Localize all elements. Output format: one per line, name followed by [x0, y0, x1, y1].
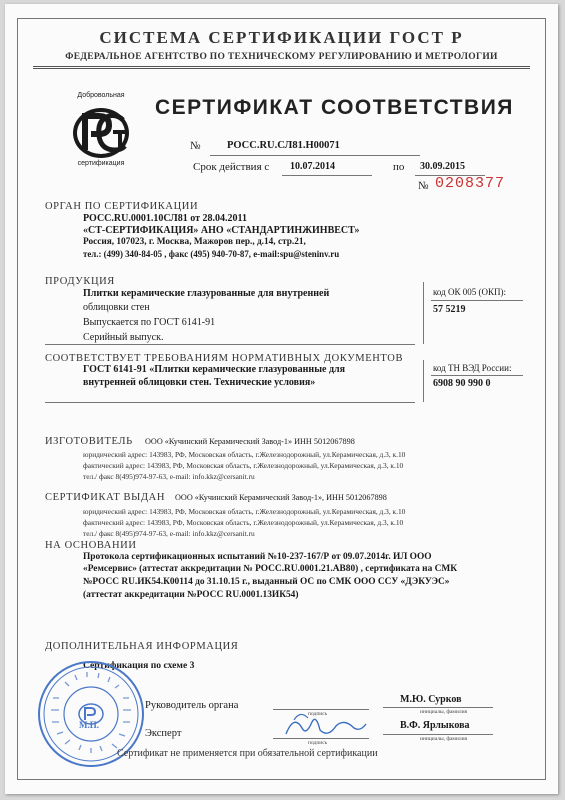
manufacturer-name: ООО «Кучинский Керамический Завод-1» ИНН 5012067898 — [145, 437, 355, 446]
header-rule — [33, 66, 530, 67]
section-heading-manufacturer: ИЗГОТОВИТЕЛЬ — [45, 436, 133, 447]
issued-name: ООО «Кучинский Керамический Завод-1», ИНН 5012067898 — [175, 493, 387, 502]
body-line-3: Россия, 107023, г. Москва, Мажоров пер., д.14, стр.21, — [83, 237, 306, 247]
tnved-value: 6908 90 990 0 — [433, 378, 491, 389]
head-name: М.Ю. Сурков — [400, 694, 462, 705]
additional-line-1: Сертификация по схеме 3 — [83, 660, 195, 671]
section-heading-body: ОРГАН ПО СЕРТИФИКАЦИИ — [45, 201, 199, 212]
product-line-4: Серийный выпуск. — [83, 332, 164, 343]
product-divider — [45, 344, 415, 345]
valid-to-label: по — [393, 161, 405, 173]
compliance-line-2: внутренней облицовки стен. Технические условия» — [83, 377, 316, 388]
logo-bottom-text: сертификация — [77, 160, 125, 167]
compliance-divider — [45, 402, 415, 403]
okp-value: 57 5219 — [433, 304, 466, 315]
section-heading-basis: НА ОСНОВАНИИ — [45, 540, 137, 551]
manufacturer-line-2: фактический адрес: 143983, РФ, Московская область, г.Железнодорожный, ул.Керамическая, д.3, к.10 — [83, 461, 404, 470]
okp-label: код ОК 005 (ОКП): — [433, 287, 506, 297]
tnved-underline — [431, 375, 523, 376]
product-line-2: облицовки стен — [83, 302, 150, 313]
issued-line-1: юридический адрес: 143983, РФ, Московская область, г.Железнодорожный, ул.Керамическая, д.3, к.10 — [83, 507, 406, 516]
section-heading-additional: ДОПОЛНИТЕЛЬНАЯ ИНФОРМАЦИЯ — [45, 641, 239, 652]
agency-name: ФЕДЕРАЛЬНОЕ АГЕНТСТВО ПО ТЕХНИЧЕСКОМУ РЕГУЛИРОВАНИЮ И МЕТРОЛОГИИ — [65, 52, 498, 62]
certificate-number: РОСС.RU.СЛ81.Н00071 — [227, 140, 340, 151]
tnved-label: код ТН ВЭД России: — [433, 363, 512, 373]
compliance-line-1: ГОСТ 6141-91 «Плитки керамические глазурованные для — [83, 364, 346, 375]
head-label: Руководитель органа — [145, 700, 239, 711]
section-heading-product: ПРОДУКЦИЯ — [45, 276, 115, 287]
certificate-sheet — [5, 4, 558, 794]
expert-signature — [280, 708, 370, 742]
footer-note: Сертификат не применяется при обязательной сертификации — [117, 748, 378, 759]
expert-name-line — [383, 734, 493, 735]
valid-from-underline — [282, 175, 372, 176]
system-title: СИСТЕМА СЕРТИФИКАЦИИ ГОСТ Р — [99, 28, 464, 47]
product-line-3: Выпускается по ГОСТ 6141-91 — [83, 317, 216, 328]
body-line-4: тел.: (499) 340-84-05 , факс (495) 940-70-87, e-mail:spu@steninv.ru — [83, 249, 340, 259]
manufacturer-line-1: юридический адрес: 143983, РФ, Московская область, г.Железнодорожный, ул.Керамическая, д.3, к.10 — [83, 450, 406, 459]
validity-label: Срок действия с — [193, 161, 270, 173]
serial-label: № — [418, 180, 429, 192]
issued-line-3: тел./ факс 8(495)974-97-63, e-mail: info.kkz@cersanit.ru — [83, 529, 255, 538]
expert-name: В.Ф. Ярлыкова — [400, 720, 470, 731]
number-underline — [210, 155, 420, 156]
logo-top-text: Добровольная — [77, 92, 125, 99]
tnved-column-divider — [423, 360, 424, 402]
expert-label: Эксперт — [145, 728, 182, 739]
basis-line-3: №РОСС RU.ИК54.К00114 до 31.10.15 г., выданный ОС по СМК ООО ССУ «ДЭКУЭС» — [83, 577, 450, 587]
product-line-1: Плитки керамические глазурованные для внутренней — [83, 288, 330, 299]
expert-name-caption: инициалы, фамилия — [420, 736, 468, 742]
expert-sign-caption: подпись — [308, 740, 328, 746]
okp-underline — [431, 300, 523, 301]
valid-to: 30.09.2015 — [420, 161, 465, 172]
body-line-2: «СТ-СЕРТИФИКАЦИЯ» АНО «СТАНДАРТИНЖИНВЕСТ» — [83, 225, 360, 236]
issued-line-2: фактический адрес: 143983, РФ, Московская область, г.Железнодорожный, ул.Керамическая, д.3, к.10 — [83, 518, 404, 527]
section-heading-issued: СЕРТИФИКАТ ВЫДАН — [45, 492, 166, 503]
basis-line-4: (аттестат аккредитации №РОСС RU.0001.13ИК54) — [83, 590, 299, 600]
expert-signature-line — [273, 738, 369, 739]
basis-line-2: «Ремсервис» (аттестат аккредитации № РОСС.RU.0001.21.АВ80) , сертификата на СМК — [83, 564, 458, 574]
basis-line-1: Протокола сертификационных испытаний №10-237-167/Р от 09.07.2014г. ИЛ ООО — [83, 552, 432, 562]
serial-number: 0208377 — [435, 175, 506, 192]
head-sign-caption: подпись — [308, 711, 328, 717]
certificate-title: СЕРТИФИКАТ СООТВЕТСТВИЯ — [155, 96, 514, 119]
head-name-caption: инициалы, фамилия — [420, 709, 468, 715]
head-name-line — [383, 707, 493, 708]
code-column-divider — [423, 282, 424, 344]
section-heading-compliance: СООТВЕТСТВУЕТ ТРЕБОВАНИЯМ НОРМАТИВНЫХ ДОКУМЕНТОВ — [45, 353, 404, 364]
manufacturer-line-3: тел./ факс 8(495)974-97-63, e-mail: info.kkz@cersanit.ru — [83, 472, 255, 481]
rst-logo-icon — [65, 92, 137, 172]
valid-from: 10.07.2014 — [290, 161, 335, 172]
stamp-center-text: М.П. — [79, 720, 99, 730]
header-rule-double — [33, 68, 530, 69]
number-label: № — [190, 140, 201, 152]
body-line-1: РОСС.RU.0001.10СЛ81 от 28.04.2011 — [83, 213, 247, 224]
